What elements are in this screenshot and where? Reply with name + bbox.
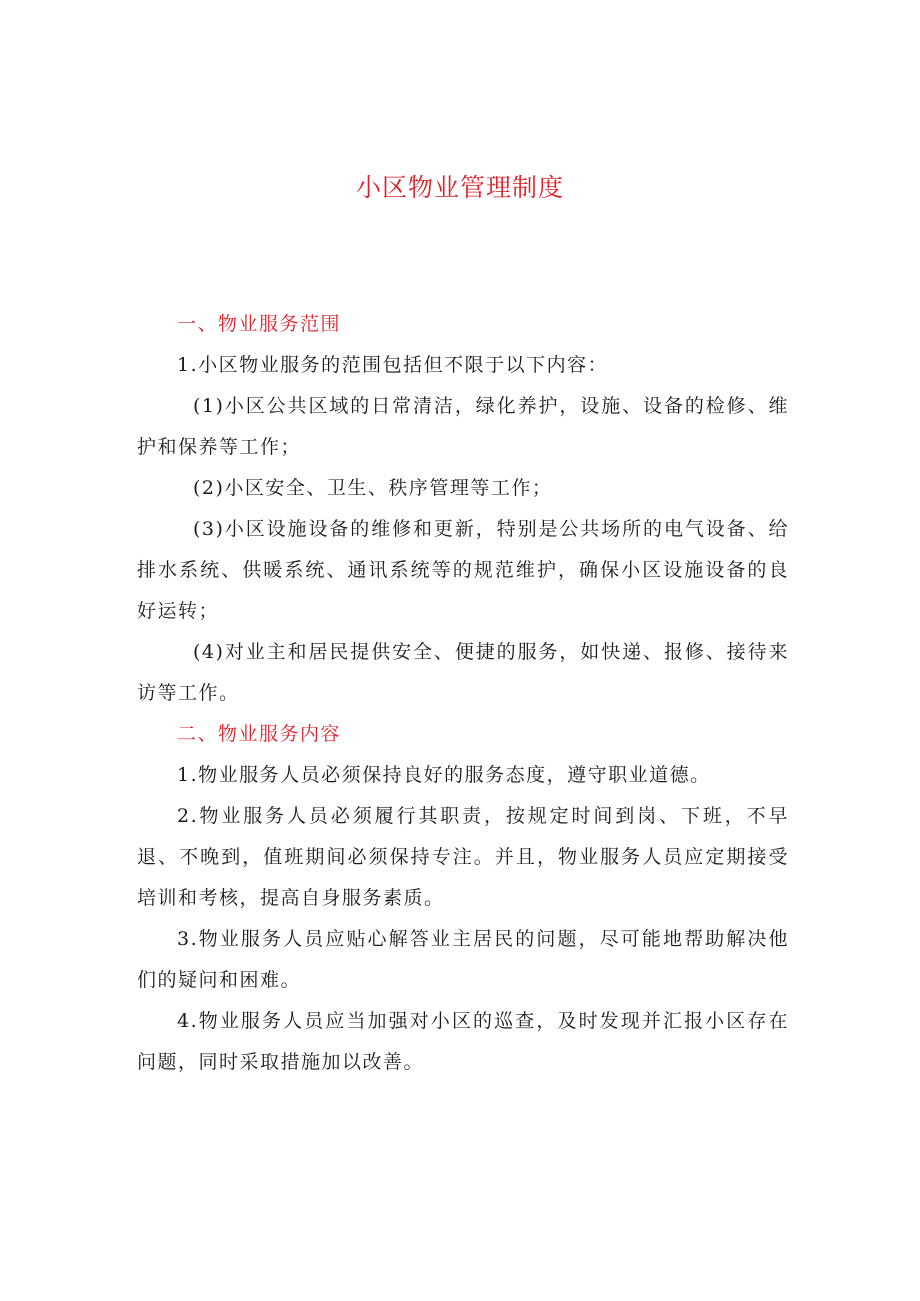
section-2-item: 3.物业服务人员应贴心解答业主居民的问题，尽可能地帮助解决他们的疑问和困难。 (137, 928, 789, 991)
section-2-item: 1.物业服务人员必须保持良好的服务态度，遵守职业道德。 (177, 764, 711, 786)
section-1-item: (1)小区公共区域的日常清洁，绿化养护，设施、设备的检修、维护和保养等工作； (137, 395, 789, 458)
section-1-item: (4)对业主和居民提供安全、便捷的服务，如快递、报修、接待来访等工作。 (137, 641, 789, 704)
section-1-heading: 一、物业服务范围 (177, 313, 342, 335)
section-2-item: 4.物业服务人员应当加强对小区的巡查，及时发现并汇报小区存在问题，同时采取措施加以改善。 (137, 1010, 789, 1073)
section-2-item: 2.物业服务人员必须履行其职责，按规定时间到岗、下班，不早退、不晚到，值班期间必须保持专注。并且，物业服务人员应定期接受培训和考核，提高自身服务素质。 (137, 805, 789, 909)
section-2-heading: 二、物业服务内容 (177, 723, 342, 745)
document-body (137, 304, 789, 1083)
section-1-item: (2)小区安全、卫生、秩序管理等工作； (193, 477, 553, 499)
section-1-intro: 1.小区物业服务的范围包括但不限于以下内容： (177, 354, 609, 376)
document-title: 小区物业管理制度 (355, 173, 564, 202)
section-1-item: (3)小区设施设备的维修和更新，特别是公共场所的电气设备、给排水系统、供暖系统、通讯系统等的规范维护，确保小区设施设备的良好运转； (137, 518, 789, 622)
